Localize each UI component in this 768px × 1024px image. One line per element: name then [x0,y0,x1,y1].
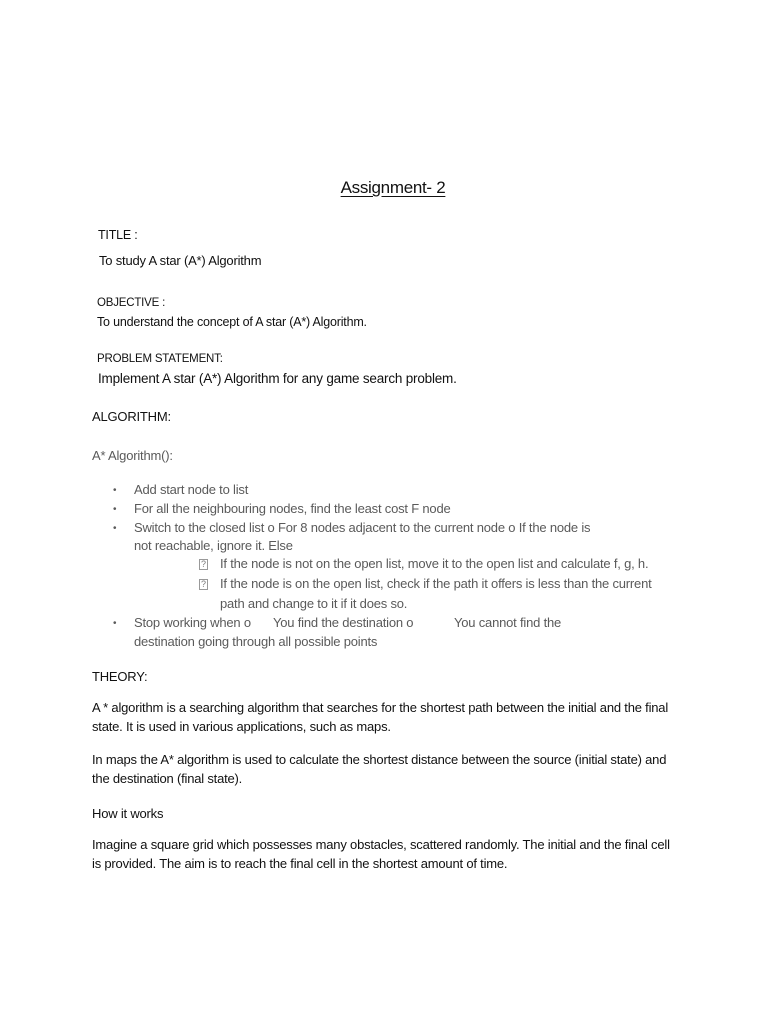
sub-item-1: If the node is not on the open list, move it to the open list and calculate f, g, h. [220,556,649,571]
bullet-item-4-part-3: You cannot find the [454,615,562,630]
bullet-item-4-part-1: Stop working when o [134,615,251,630]
objective-label: OBJECTIVE : [97,297,166,309]
theory-paragraph-1-line-1: A * algorithm is a searching algorithm that searches for the shortest path between the initial and the final [92,700,669,715]
sub-item-2-line-2: path and change to it if it does so. [220,596,408,611]
bullet-item-1: Add start node to list [134,482,249,497]
bullet-icon: • [113,485,117,496]
theory-paragraph-2-line-1: In maps the A* algorithm is used to calculate the shortest distance between the source (initial state) and [92,752,667,767]
how-it-works-paragraph-line-2: is provided. The aim is to reach the final cell in the shortest amount of time. [92,856,508,871]
algorithm-heading: ALGORITHM: [92,409,171,424]
title-label: TITLE : [98,228,138,242]
how-it-works-paragraph-line-1: Imagine a square grid which possesses many obstacles, scattered randomly. The initial and the final cell [92,837,670,852]
problem-label: PROBLEM STATEMENT: [97,353,223,365]
theory-heading: THEORY: [92,669,148,684]
bullet-item-2: For all the neighbouring nodes, find the least cost F node [134,501,451,516]
bullet-item-4-line-2: destination going through all possible points [134,634,378,649]
theory-paragraph-2-line-2: the destination (final state). [92,771,243,786]
problem-value: Implement A star (A*) Algorithm for any game search problem. [98,371,457,386]
how-it-works-heading: How it works [92,806,164,821]
algorithm-name: A* Algorithm(): [92,448,173,463]
bullet-icon: • [113,504,117,515]
bullet-item-3-line-2: not reachable, ignore it. Else [134,538,293,553]
bullet-item-4-part-2: You find the destination o [273,615,414,630]
objective-value: To understand the concept of A star (A*) Algorithm. [97,315,367,329]
bullet-item-3-line-1: Switch to the closed list o For 8 nodes adjacent to the current node o If the node is [134,520,591,535]
title-value: To study A star (A*) Algorithm [99,253,262,268]
checkbox-glyph-icon: ? [200,559,206,569]
checkbox-glyph-icon: ? [200,579,206,589]
document-title: Assignment- 2 [340,178,446,197]
sub-item-2-line-1: If the node is on the open list, check if the path it offers is less than the current [220,576,652,591]
theory-paragraph-1-line-2: state. It is used in various applications, such as maps. [92,719,391,734]
bullet-icon: • [113,523,117,534]
bullet-icon: • [113,618,117,629]
